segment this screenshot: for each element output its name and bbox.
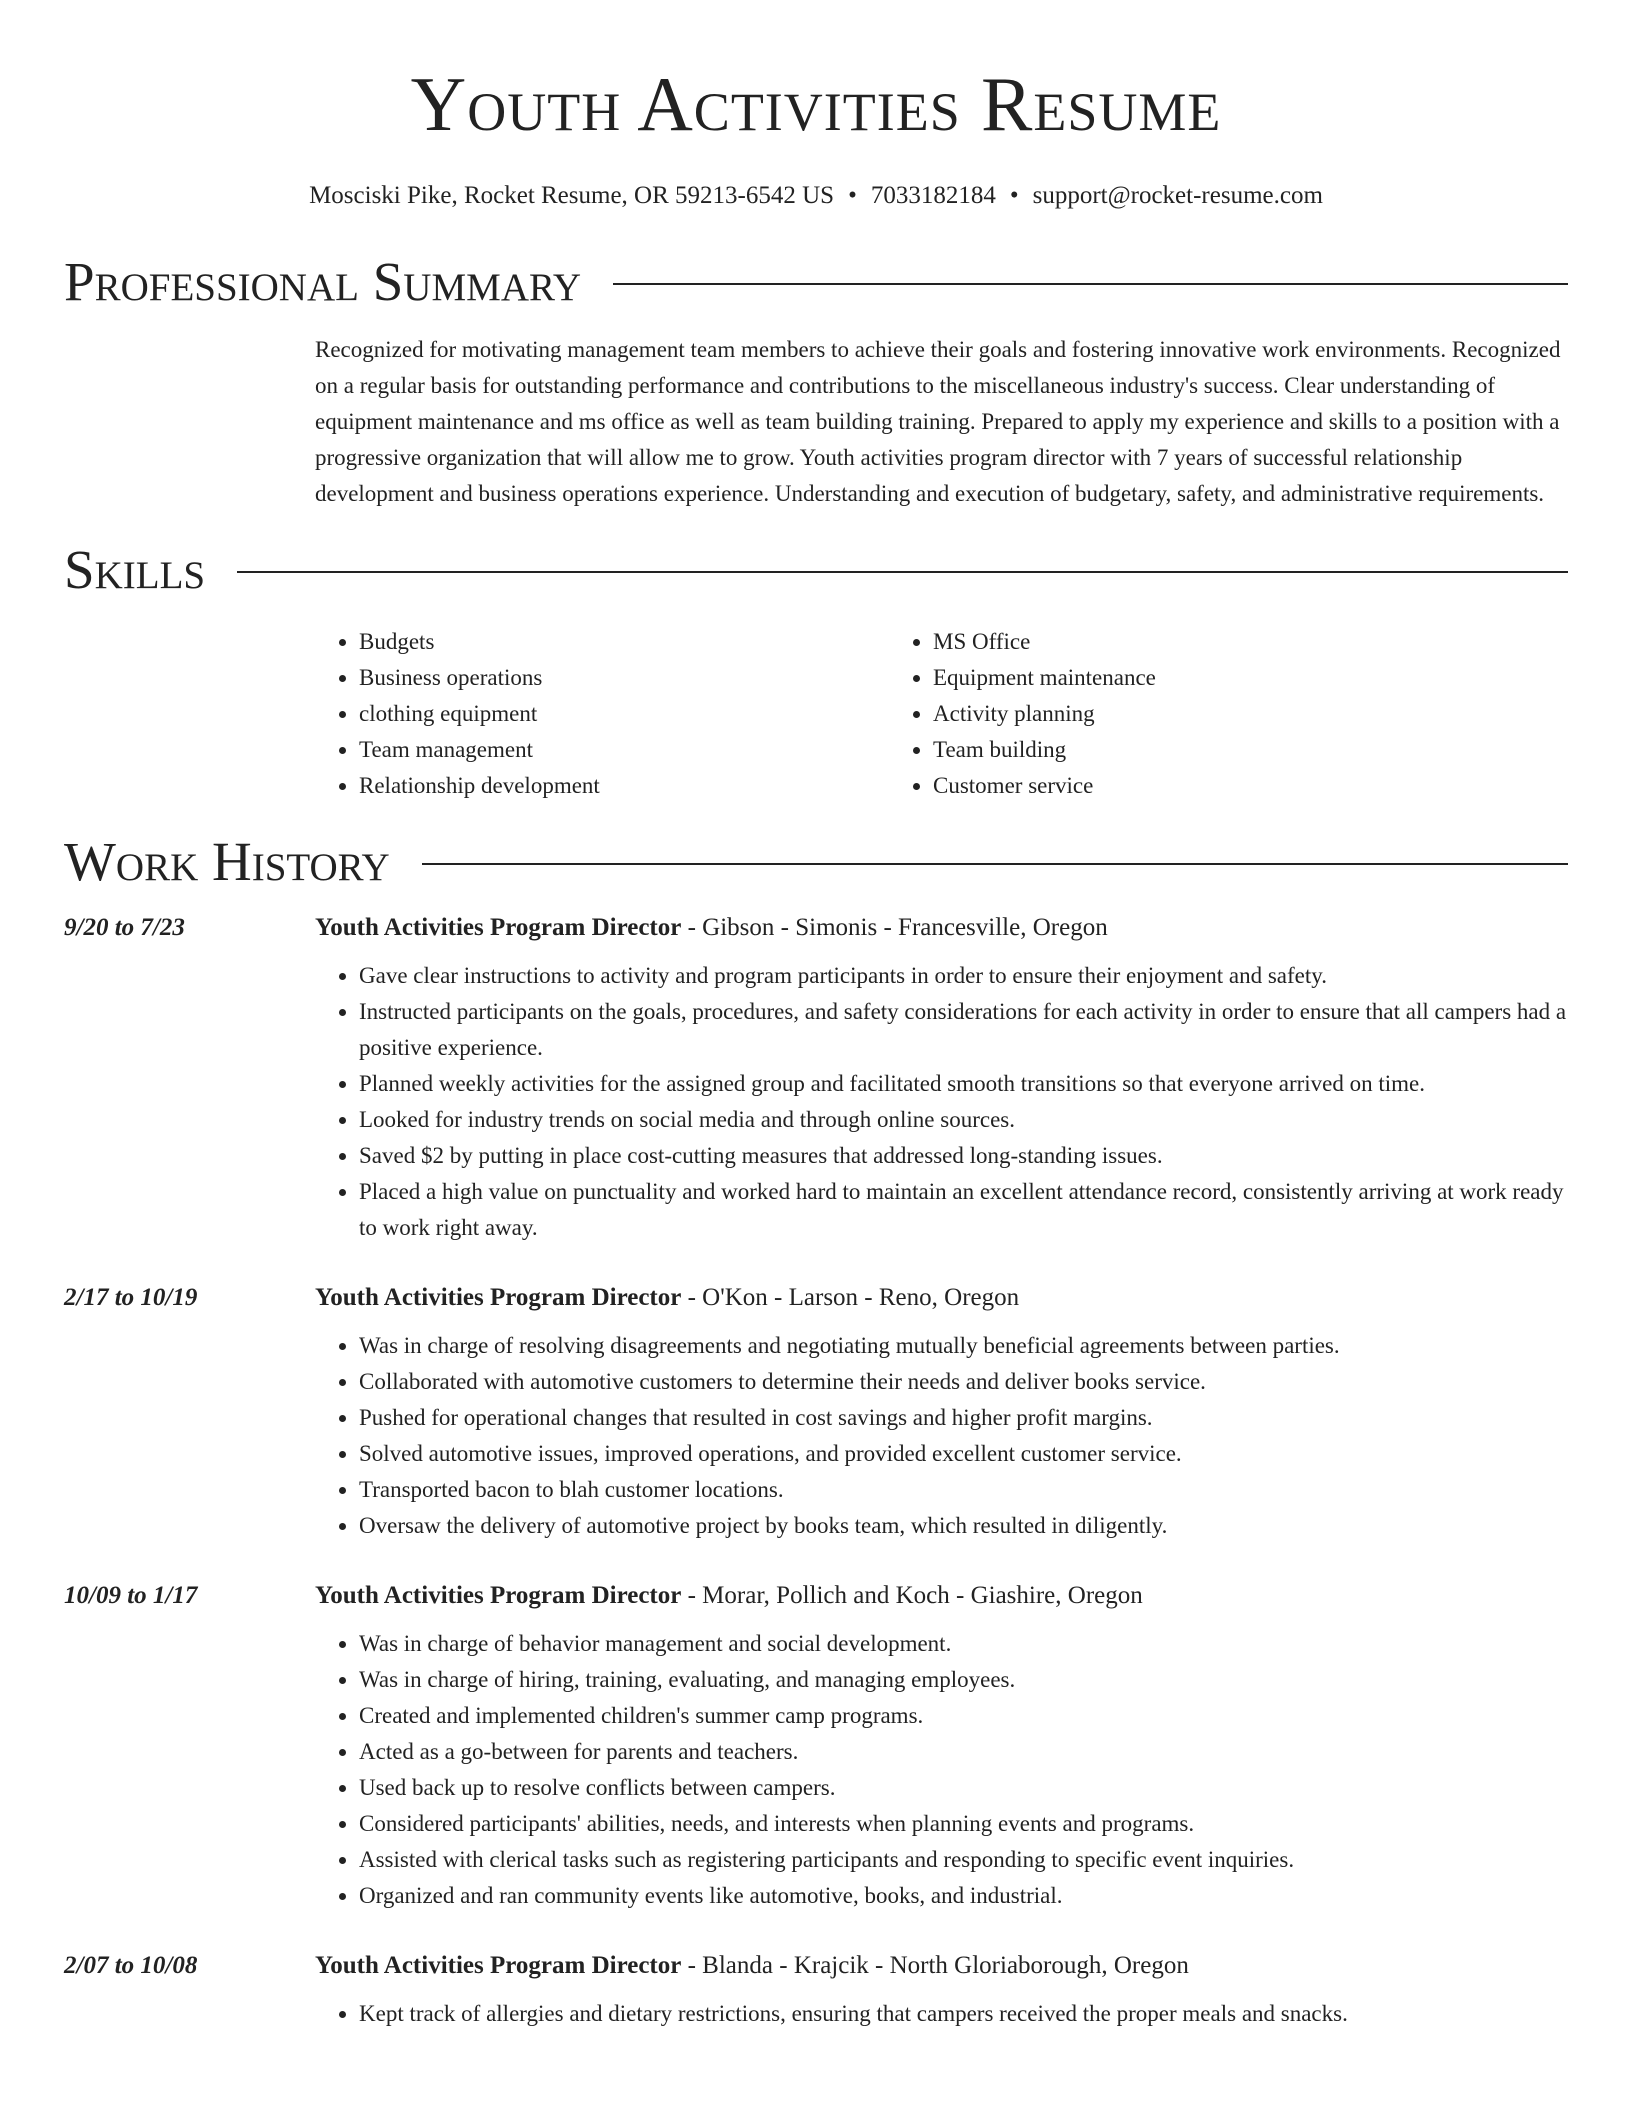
job-header [64, 1950, 1568, 1982]
job-bullet: • Collaborated with automotive customers to determine their needs and deliver books service. [359, 1364, 1568, 1400]
job-bullet: • Used back up to resolve conflicts between campers. [359, 1770, 1568, 1806]
job-bullet: • Planned weekly activities for the assigned group and facilitated smooth transitions so that everyone arrived on time. [359, 1066, 1568, 1102]
skill-item: • Business operations [359, 660, 889, 696]
job-position [315, 1950, 1189, 1982]
work-history-list [64, 912, 1568, 2032]
summary-section-header [64, 252, 1568, 312]
job-bullet: • Gave clear instructions to activity and program participants in order to ensure their enjoyment and safety. [359, 958, 1568, 994]
job-company: - Morar, Pollich and Koch - Giashire, Oregon [681, 1582, 1143, 1609]
job-bullet: • Was in charge of behavior management and social development. [359, 1626, 1568, 1662]
work-section-header [64, 832, 1568, 892]
skills-section-header [64, 540, 1568, 600]
job-title: Youth Activities Program Director [315, 1284, 682, 1311]
job-bullet: • Looked for industry trends on social media and through online sources. [359, 1102, 1568, 1138]
job-dates: 2/07 to 10/08 [64, 1952, 198, 1979]
resume-title: Youth Activities Resume [410, 61, 1222, 147]
contact-phone: 7033182184 [870, 182, 996, 209]
job-bullet: • Saved $2 by putting in place cost-cutting measures that addressed long-standing issues. [359, 1138, 1568, 1174]
work-heading: Work History [64, 831, 390, 892]
job-bullet: • Was in charge of hiring, training, evaluating, and managing employees. [359, 1662, 1568, 1698]
contact-separator: • [848, 182, 857, 209]
skill-item: • Team building [933, 732, 1463, 768]
job-bullets [315, 958, 1568, 1246]
skills-heading: Skills [64, 539, 206, 600]
summary-text: Recognized for motivating management team members to achieve their goals and fostering innovative work environments. Recognized on a regular basis for outstanding performance and contributions to the miscellaneous industry's success. Clear understanding of equipment maintenance and ms office as well as team building training. Prepared to apply my experience and skills to a position with a progressive organization that will allow me to grow. Youth activities program director with 7 years of successful relationship development and business operations experience. Understanding and execution of budgetary, safety, and administrative requirements. [315, 337, 1561, 506]
job-dates: 9/20 to 7/23 [64, 914, 185, 941]
skill-item: • Relationship development [359, 768, 889, 804]
contact-line [64, 180, 1568, 212]
job-position [315, 1282, 1019, 1314]
job-bullet: • Created and implemented children's summer camp programs. [359, 1698, 1568, 1734]
summary-heading: Professional Summary [64, 251, 582, 312]
skill-item: • Team management [359, 732, 889, 768]
job-entry [64, 912, 1568, 1246]
job-dates: 10/09 to 1/17 [64, 1582, 198, 1609]
job-bullet: • Transported bacon to blah customer locations. [359, 1472, 1568, 1508]
section-divider [613, 283, 1568, 285]
job-bullet: • Instructed participants on the goals, procedures, and safety considerations for each activity in order to ensure that all campers had a positive experience. [359, 994, 1568, 1066]
job-entry [64, 1950, 1568, 2032]
skills-columns [315, 624, 1568, 804]
skill-item: • clothing equipment [359, 696, 889, 732]
contact-separator: • [1009, 182, 1019, 209]
job-bullet: • Pushed for operational changes that resulted in cost savings and higher profit margins. [359, 1400, 1568, 1436]
job-dates: 2/17 to 10/19 [64, 1284, 198, 1311]
job-title: Youth Activities Program Director [315, 1952, 682, 1979]
job-header [64, 1580, 1568, 1612]
contact-address: Mosciski Pike, Rocket Resume, OR 59213-6542 US [309, 182, 835, 209]
job-bullets [315, 1996, 1568, 2032]
job-company: - Blanda - Krajcik - North Gloriaborough, Oregon [681, 1952, 1189, 1979]
job-bullet: • Acted as a go-between for parents and teachers. [359, 1734, 1568, 1770]
job-entry [64, 1580, 1568, 1914]
skill-item: • MS Office [933, 624, 1463, 660]
job-bullet: • Organized and ran community events like automotive, books, and industrial. [359, 1878, 1568, 1914]
job-bullet: • Was in charge of resolving disagreements and negotiating mutually beneficial agreements between parties. [359, 1328, 1568, 1364]
job-company: - O'Kon - Larson - Reno, Oregon [681, 1284, 1020, 1311]
contact-email: support@rocket-resume.com [1032, 182, 1323, 209]
job-title: Youth Activities Program Director [315, 914, 682, 941]
job-bullet: • Placed a high value on punctuality and worked hard to maintain an excellent attendance record, consistently arriving at work ready to work right away. [359, 1174, 1568, 1246]
job-bullets [315, 1626, 1568, 1914]
job-entry [64, 1282, 1568, 1544]
job-bullets [315, 1328, 1568, 1544]
skill-item: • Activity planning [933, 696, 1463, 732]
job-bullet: • Solved automotive issues, improved operations, and provided excellent customer service. [359, 1436, 1568, 1472]
job-header [64, 1282, 1568, 1314]
job-bullet: • Considered participants' abilities, needs, and interests when planning events and programs. [359, 1806, 1568, 1842]
section-divider [422, 863, 1568, 865]
job-bullet: • Oversaw the delivery of automotive project by books team, which resulted in diligently. [359, 1508, 1568, 1544]
job-position [315, 1580, 1143, 1612]
job-position [315, 912, 1108, 944]
job-bullet: • Kept track of allergies and dietary restrictions, ensuring that campers received the proper meals and snacks. [359, 1996, 1568, 2032]
skill-item: • Equipment maintenance [933, 660, 1463, 696]
job-company: - Gibson - Simonis - Francesville, Oregon [681, 914, 1108, 941]
section-divider [237, 571, 1568, 573]
skill-item: • Customer service [933, 768, 1463, 804]
skill-item: • Budgets [359, 624, 889, 660]
job-title: Youth Activities Program Director [315, 1582, 682, 1609]
job-header [64, 912, 1568, 944]
skills-list-right [889, 624, 1463, 804]
job-bullet: • Assisted with clerical tasks such as registering participants and responding to specific event inquiries. [359, 1842, 1568, 1878]
skills-list-left [315, 624, 889, 804]
